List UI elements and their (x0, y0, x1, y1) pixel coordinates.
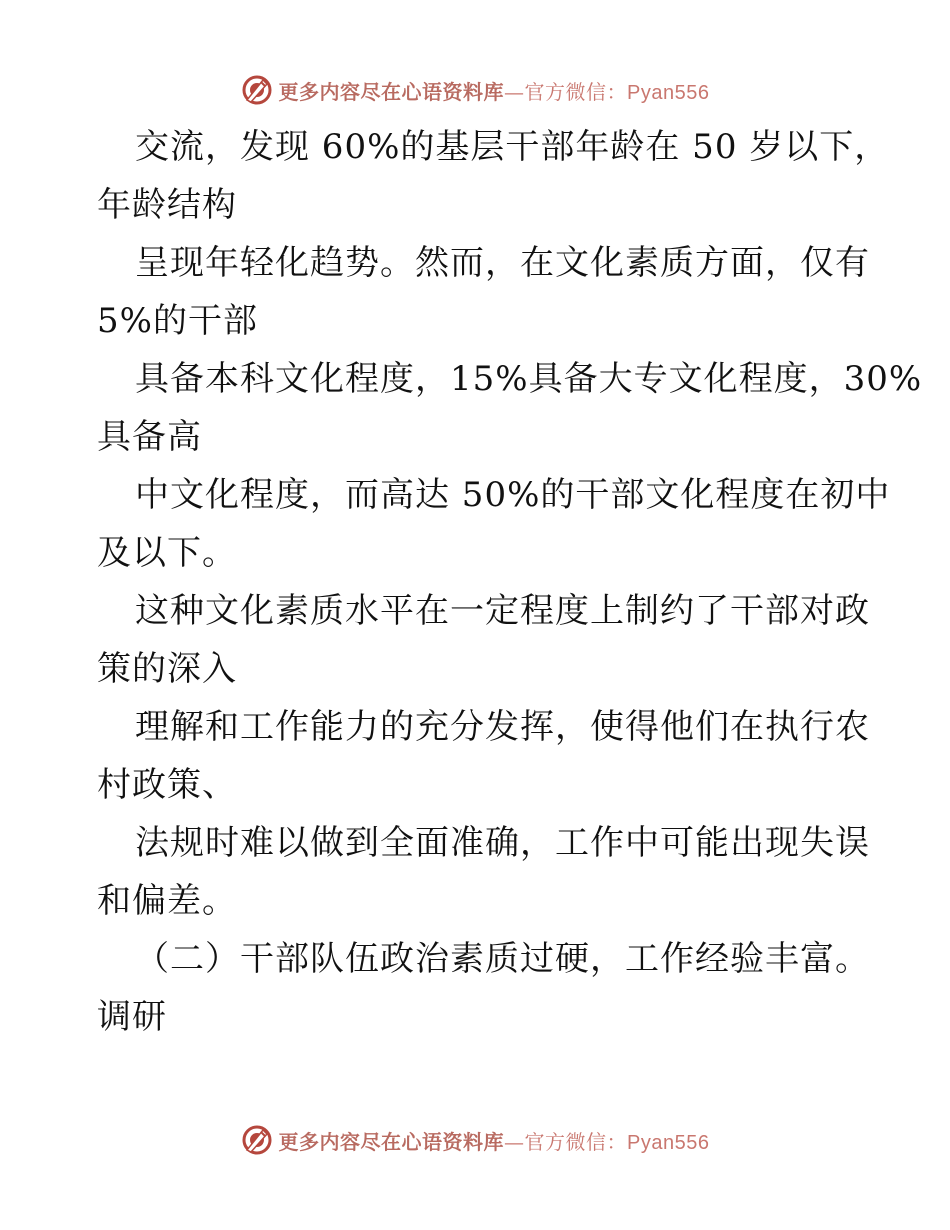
footer-separator: — (504, 1129, 525, 1154)
header-brand: 更多内容尽在心语资料库 (278, 81, 505, 104)
body-line: 及以下。 (97, 533, 237, 573)
body-line: 交流，发现 60%的基层干部年龄在 50 岁以下， (135, 127, 890, 167)
pen-logo-icon (241, 1124, 273, 1156)
header-wechat-label: 官方微信： (524, 79, 628, 104)
footer-wechat-label: 官方微信： (524, 1129, 628, 1154)
footer-banner (0, 1122, 950, 1158)
body-line: 5%的干部 (97, 301, 258, 341)
footer-account: Pyan556 (627, 1131, 710, 1154)
body-line: 村政策、 (97, 765, 237, 805)
pen-logo-icon (241, 74, 273, 106)
body-line: 这种文化素质水平在一定程度上制约了干部对政 (135, 591, 870, 631)
document-body (97, 118, 923, 1046)
body-line: 具备高 (97, 417, 202, 457)
body-line: 中文化程度，而高达 50%的干部文化程度在初中 (135, 475, 891, 515)
body-line: 策的深入 (97, 649, 237, 689)
section-heading-line: （二）干部队伍政治素质过硬，工作经验丰富。 (135, 939, 870, 979)
body-line: 具备本科文化程度，15%具备大专文化程度，30% (135, 359, 923, 399)
body-line: 年龄结构 (97, 185, 237, 225)
body-line: 理解和工作能力的充分发挥，使得他们在执行农 (135, 707, 870, 747)
body-line: 呈现年轻化趋势。然而，在文化素质方面，仅有 (135, 243, 870, 283)
footer-banner-text (279, 1126, 710, 1155)
header-separator: — (504, 79, 525, 104)
header-banner-text (279, 76, 710, 105)
body-line: 法规时难以做到全面准确，工作中可能出现失误 (135, 823, 870, 863)
footer-brand: 更多内容尽在心语资料库 (278, 1131, 505, 1154)
header-account: Pyan556 (627, 81, 710, 104)
header-banner (0, 72, 950, 108)
body-line: 和偏差。 (97, 881, 237, 921)
body-line: 调研 (97, 997, 167, 1037)
